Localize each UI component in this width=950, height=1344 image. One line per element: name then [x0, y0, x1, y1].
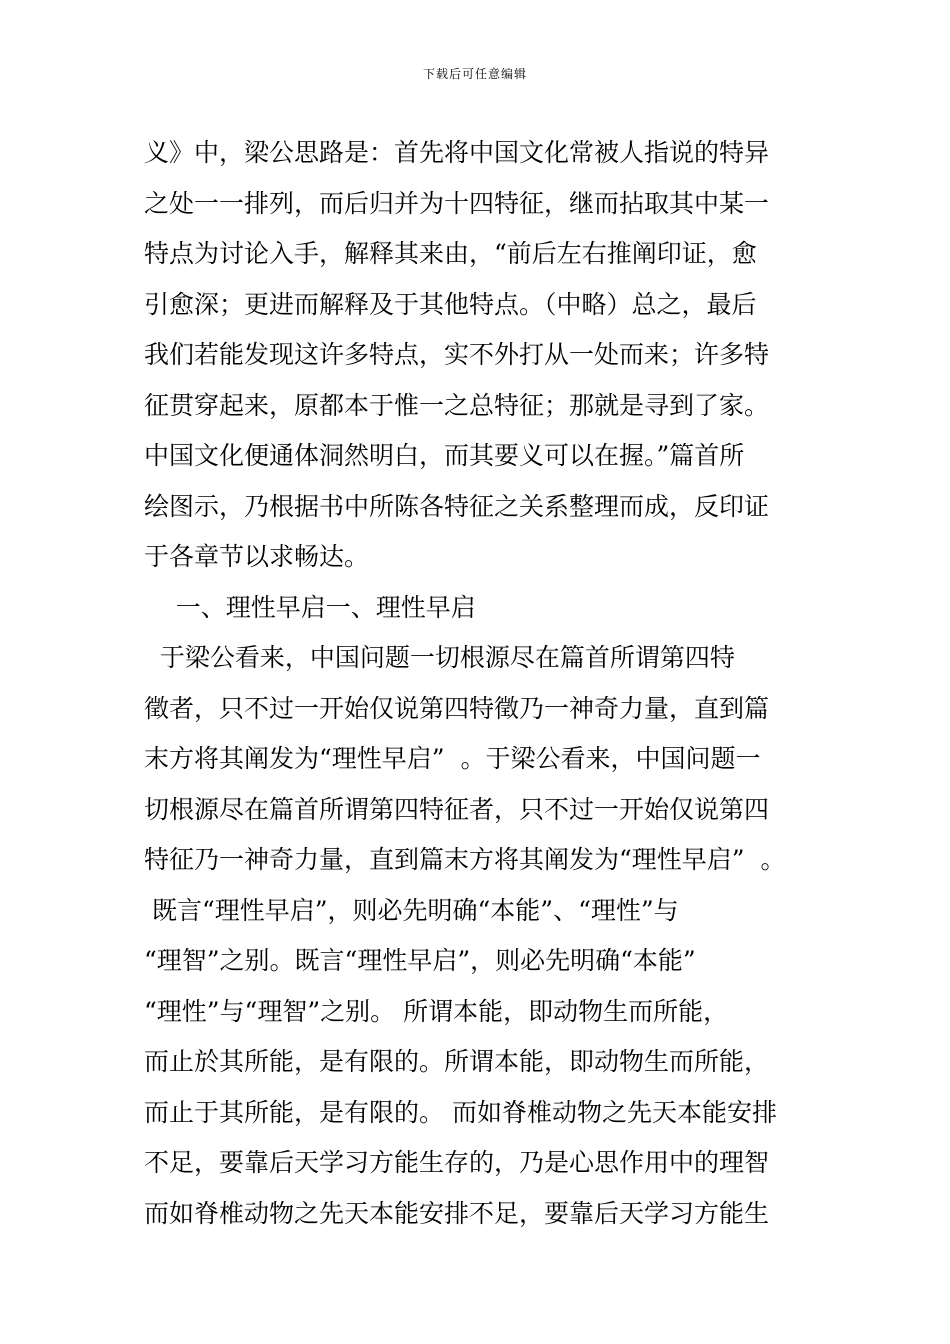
text-line: 不足，要靠后天学习方能生存的，乃是心思作用中的理智 [144, 1148, 770, 1177]
text-line: 特点为讨论入手，解释其来由，“前后左右推阐印证，愈 [144, 239, 757, 268]
text-line: “理性”与“理智”之别。 所谓本能，即动物生而所能， [144, 996, 729, 1026]
text-line: 引愈深；更进而解释及于其他特点。（中略）总之，最后 [144, 289, 757, 319]
text-line: 义》中，梁公思路是：首先将中国文化常被人指说的特异 [144, 138, 770, 167]
text-line: 切根源尽在篇首所谓第四特征者，只不过一开始仅说第四 [144, 794, 770, 824]
text-line: 徵者，只不过一开始仅说第四特徵乃一神奇力量，直到篇 [144, 693, 770, 723]
body-text [144, 128, 824, 1239]
text-line: 绘图示，乃根据书中所陈各特征之关系整理而成，反印证 [144, 491, 770, 521]
text-line: 特征乃一神奇力量，直到篇末方将其阐发为“理性早启” 。 [144, 845, 786, 874]
text-line: 征贯穿起来，原都本于惟一之总特征；那就是寻到了家。 [144, 390, 770, 420]
text-line: 我们若能发现这许多特点，实不外打从一处而来；许多特 [144, 340, 770, 369]
text-line: 而止於其所能，是有限的。所谓本能，即动物生而所能， [144, 1047, 770, 1076]
text-line: 而止于其所能，是有限的。 而如脊椎动物之先天本能安排 [144, 1097, 777, 1127]
text-line: “理智”之别。既言“理性早启”，则必先明确“本能” [144, 946, 696, 975]
section-heading: 一、理性早启一、理性早启 [144, 592, 476, 622]
text-line: 中国文化便通体洞然明白，而其要义可以在握。”篇首所 [144, 441, 745, 470]
text-line: 末方将其阐发为“理性早启” 。于梁公看来，中国问题一 [144, 744, 761, 773]
text-line: 既言“理性早启”，则必先明确“本能”、“理性”与 [144, 895, 679, 925]
page-header: 下载后可任意编辑 [422, 67, 527, 81]
text-line: 之处一一排列，而后归并为十四特征，继而拈取其中某一 [144, 188, 770, 218]
text-line: 而如脊椎动物之先天本能安排不足，要靠后天学习方能生 [144, 1198, 770, 1228]
text-line: 于梁公看来，中国问题一切根源尽在篇首所谓第四特 [144, 643, 735, 672]
text-line: 于各章节以求畅达。 [144, 542, 370, 571]
